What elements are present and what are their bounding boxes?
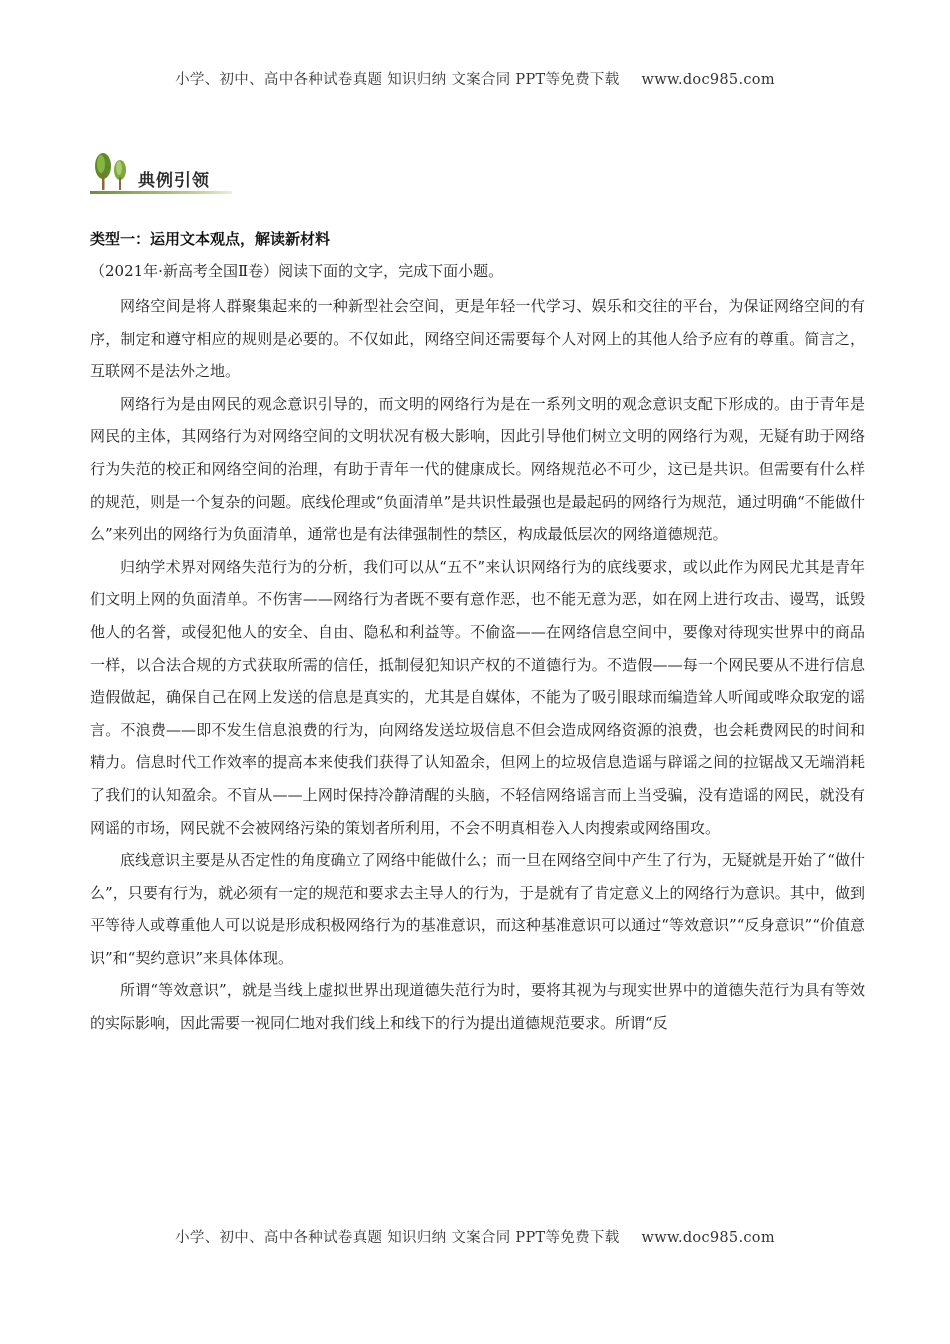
reading-passage [90, 290, 865, 1040]
footer-text: 小学、初中、高中各种试卷真题 知识归纳 文案合同 PPT等免费下载 [175, 1230, 620, 1246]
paragraph-4: 底线意识主要是从否定性的角度确立了网络中能做什么；而一旦在网络空间中产生了行为，无疑就是开始了“做什么”，只要有行为，就必须有一定的规范和要求去主导人的行为，于是就有了肯定意义上的网络行为意识。其中，做到平等待人或尊重他人可以说是形成积极网络行为的基准意识，而这种基准意识可以通过“等效意识”“反身意识”“价值意识”和“契约意识”来具体体现。 [90, 851, 865, 967]
paragraph-3: 归纳学术界对网络失范行为的分析，我们可以从“五不”来认识网络行为的底线要求，或以此作为网民尤其是青年们文明上网的负面清单。不伤害——网络行为者既不要有意作恶，也不能无意为恶，如在网上进行攻击、谩骂，诋毁他人的名誉，或侵犯他人的安全、自由、隐私和利益等。不偷盗——在网络信息空间中，要像对待现实世界中的商品一样，以合法合规的方式获取所需的信任，抵制侵犯知识产权的不道德行为。不造假——每一个网民要从不进行信息造假做起，确保自己在网上发送的信息是真实的，尤其是自媒体，不能为了吸引眼球而编造耸人听闻或哗众取宠的谣言。不浪费——即不发生信息浪费的行为，向网络发送垃圾信息不但会造成网络资源的浪费，也会耗费网民的时间和精力。信息时代工作效率的提高本来使我们获得了认知盈余，但网上的垃圾信息造谣与辟谣之间的拉锯战又无端消耗了我们的认知盈余。不盲从——上网时保持冷静清醒的头脑，不轻信网络谣言而上当受骗，没有造谣的网民，就没有网谣的市场，网民就不会被网络污染的策划者所利用，不会不明真相卷入人肉搜索或网络围攻。 [90, 557, 865, 837]
page-header [0, 68, 950, 89]
header-text: 小学、初中、高中各种试卷真题 知识归纳 文案合同 PPT等免费下载 [175, 72, 620, 88]
question-source: （2021年·新高考全国Ⅱ卷）阅读下面的文字，完成下面小题。 [90, 262, 504, 280]
header-url[interactable]: www.doc985.com [641, 72, 775, 88]
section-type-title: 类型一：运用文本观点，解读新材料 [90, 230, 331, 248]
paragraph-5: 所谓“等效意识”，就是当线上虚拟世界出现道德失范行为时，要将其视为与现实世界中的道德失范行为具有等效的实际影响，因此需要一视同仁地对我们线上和线下的行为提出道德规范要求。所谓“反 [90, 981, 865, 1033]
page-footer [0, 1226, 950, 1247]
footer-url[interactable]: www.doc985.com [641, 1230, 775, 1246]
banner-underline [90, 191, 232, 194]
tree-icon [90, 152, 134, 192]
paragraph-2: 网络行为是由网民的观念意识引导的，而文明的网络行为是在一系列文明的观念意识支配下形成的。由于青年是网民的主体，其网络行为对网络空间的文明状况有极大影响，因此引导他们树立文明的网络行为观，无疑有助于网络行为失范的校正和网络空间的治理，有助于青年一代的健康成长。网络规范必不可少，这已是共识。但需要有什么样的规范，则是一个复杂的问题。底线伦理或“负面清单”是共识性最强也是最起码的网络行为规范，通过明确“不能做什么”来列出的网络行为负面清单，通常也是有法律强制性的禁区，构成最低层次的网络道德规范。 [90, 394, 865, 544]
paragraph-1: 网络空间是将人群聚集起来的一种新型社会空间，更是年轻一代学习、娱乐和交往的平台，为保证网络空间的有序，制定和遵守相应的规则是必要的。不仅如此，网络空间还需要每个人对网上的其他人给予应有的尊重。简言之，互联网不是法外之地。 [90, 297, 865, 381]
banner-label: 典例引领 [138, 171, 210, 191]
section-banner [90, 152, 232, 194]
